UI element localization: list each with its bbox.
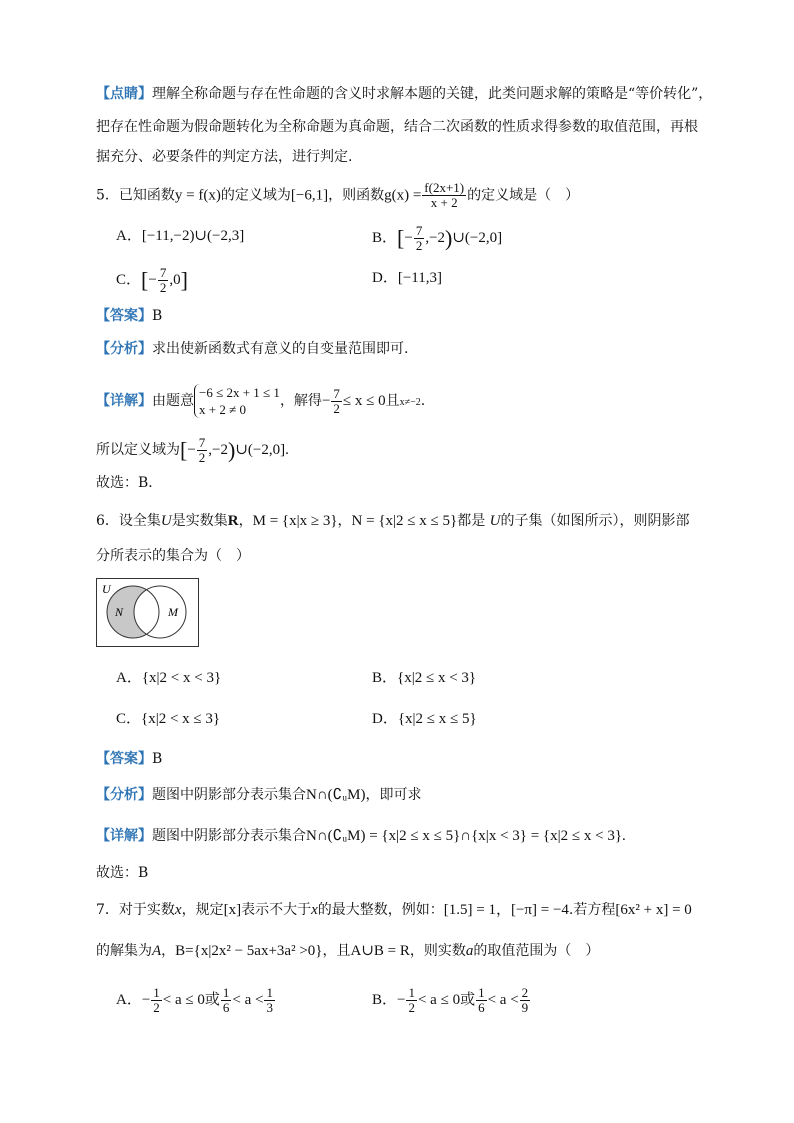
- q5-answer: [96, 306, 162, 326]
- q5-g-num: f(2x+1): [424, 180, 465, 195]
- q7-stem-e: .若方程: [568, 902, 616, 918]
- q6-option-c[interactable]: C．{x|2 < x ≤ 3}: [116, 711, 221, 727]
- q6-option-d[interactable]: D．{x|2 ≤ x ≤ 5}: [372, 711, 477, 727]
- q7-option-b-label: B．−: [372, 991, 406, 1008]
- q5-option-c-tail: ,0: [169, 271, 181, 288]
- q7-option-a-label: A．−: [116, 991, 151, 1008]
- q7-option-a-mid: < a ≤ 0或: [162, 991, 220, 1008]
- q6-M-def: M = {x|x ≥ 3}: [252, 513, 338, 529]
- q5-stem-a: 5．已知函数: [96, 187, 175, 204]
- q6-answer-label: 【答案】: [96, 751, 152, 767]
- q6-answer: [96, 749, 162, 769]
- q7-option-a-den2: 6: [222, 1000, 230, 1015]
- q7-stem-c: 表示不大于: [241, 902, 312, 918]
- q5-option-c-den: 2: [159, 280, 167, 295]
- q6-stem-c: 都是: [457, 513, 486, 529]
- q5-stem-d: 的定义域是（ ）: [467, 187, 580, 204]
- q6-xiangjie-text: 题图中阴影部分表示集合: [152, 828, 306, 844]
- dianjing-line-3: 据充分、必要条件的判定方法，进行判定.: [96, 149, 353, 165]
- q6-stem-a: 6．设全集: [96, 513, 161, 529]
- dianjing-label: 【点睛】: [96, 86, 152, 102]
- q7-option-a-num3: 1: [266, 985, 273, 1000]
- q5-option-b-neg: −: [404, 229, 413, 246]
- q5-result-num: 7: [198, 435, 206, 450]
- q5-option-b-num: 7: [415, 223, 423, 238]
- q5-y-eq: y = f(x): [174, 187, 221, 204]
- q5-system-2: x + 2 ≠ 0: [199, 402, 246, 417]
- dianjing-text-1: 理解全称命题与存在性命题的含义时求解本题的关键，此类问题求解的策略是“等价转化”，: [152, 86, 713, 102]
- q6-fenxi: [96, 785, 421, 805]
- q6-U: U: [160, 513, 172, 529]
- q5-option-c-neg: −: [148, 271, 157, 288]
- q6-xiangjie: [96, 826, 626, 846]
- q7-eq: [6x² + x] = 0: [615, 902, 692, 918]
- q6-option-b[interactable]: B．{x|2 ≤ x < 3}: [372, 670, 477, 686]
- q5-option-c[interactable]: C．[− $\frac{7}{2}$ ,0]: [116, 265, 188, 295]
- q7-union: A∪B = R: [350, 943, 410, 959]
- q7-option-b-frac1: [406, 986, 417, 1015]
- q7-bracket-x: [x]: [223, 902, 242, 918]
- venn-label-N: N: [115, 605, 124, 619]
- q5-xiangjie-frac: [331, 387, 342, 416]
- q7-stem-f: 的解集为: [96, 943, 152, 959]
- q7-option-b-num2: 1: [478, 985, 485, 1000]
- q7-stem-b: ，规定: [181, 902, 224, 918]
- q7-option-a-frac3: [264, 986, 275, 1015]
- q6-R: R: [227, 513, 239, 529]
- q6-stem-d: 的子集（如图所示），则阴影部: [500, 513, 690, 529]
- q7-option-b-num3: 2: [521, 985, 529, 1000]
- q7-option-a-num1: 1: [153, 985, 160, 1000]
- q5-option-c-num: 7: [159, 265, 167, 280]
- venn-label-M: M: [168, 605, 178, 619]
- q7-option-b-frac3: [520, 986, 531, 1015]
- q7-option-b-den1: 2: [408, 1000, 415, 1015]
- q7-stem-a: 7．对于实数: [96, 902, 175, 918]
- q5-answer-value: B: [152, 308, 163, 324]
- q5-xiangjie-end: .: [420, 393, 426, 409]
- q7-option-a-den1: 2: [153, 1000, 160, 1015]
- q5-xiangjie-qie: 且: [385, 393, 400, 409]
- q7-option-b[interactable]: [372, 986, 531, 1015]
- q5-system-1: −6 ≤ 2x + 1 ≤ 1: [199, 385, 280, 400]
- q5-xiangjie-ineq: ≤ x ≤ 0: [342, 393, 386, 409]
- q5-option-b-den: 2: [415, 238, 423, 253]
- q7-stem-h: ，且: [322, 943, 351, 959]
- q6-option-a[interactable]: A．{x|2 < x < 3}: [116, 670, 222, 686]
- q6-N-def: N = {x|2 ≤ x ≤ 5}: [351, 513, 458, 529]
- q6-xiangjie-expr: N∩(∁ᵤM) = {x|2 ≤ x ≤ 5}∩{x|x < 3} = {x|2 ≤ x < 3}.: [306, 828, 626, 844]
- q5-option-a[interactable]: A．[−11,−2)∪(−2,3]: [116, 228, 245, 244]
- q5-xiangjie-mid: ，解得: [279, 393, 322, 409]
- q7-option-b-den3: 9: [521, 1000, 529, 1015]
- q7-x: x: [174, 902, 182, 918]
- q7-option-a-den3: 3: [266, 1000, 273, 1015]
- q7-option-a-mid2: < a <: [232, 991, 264, 1008]
- q7-option-a-num2: 1: [222, 985, 230, 1000]
- q5-option-b-post: ∪(−2,0]: [452, 229, 503, 246]
- q7-stem-line-1: [96, 900, 692, 920]
- q7-option-b-num1: 1: [408, 985, 415, 1000]
- q7-option-b-mid2: < a <: [487, 991, 519, 1008]
- dianjing-line-1: [96, 84, 712, 104]
- venn-diagram: [96, 578, 200, 648]
- venn-label-U: U: [102, 582, 111, 596]
- q5-stem-b: 的定义域为: [220, 187, 291, 204]
- q5-xiangjie-pre: 由题意: [152, 393, 194, 409]
- q5-option-b-label: B．: [372, 229, 398, 246]
- q5-option-b[interactable]: B．[− $\frac{7}{2}$ ,−2)∪(−2,0]: [372, 223, 503, 253]
- q5-domain-f: [−6,1]: [290, 187, 329, 204]
- q5-xiangjie: [96, 384, 425, 418]
- q5-xiangjie-neg: −: [321, 393, 331, 409]
- q6-fenxi-tail: ，即可求: [365, 787, 422, 803]
- q5-xiangjie-den: 2: [333, 400, 340, 416]
- q6-stem-line-2: 分所表示的集合为（ ）: [96, 548, 250, 564]
- q7-option-b-frac2: [476, 986, 487, 1015]
- q6-fenxi-expr: N∩(∁ᵤM): [306, 787, 366, 803]
- q6-fenxi-label: 【分析】: [96, 787, 152, 803]
- q6-xiangjie-label: 【详解】: [96, 828, 152, 844]
- q5-result-frac: [197, 436, 208, 465]
- q5-option-b-frac: [414, 224, 425, 253]
- q7-stem-i: ，则实数: [409, 943, 466, 959]
- q5-xiangjie-label: 【详解】: [96, 393, 152, 409]
- q7-examples: [1.5] = 1，[−π] = −4: [443, 902, 569, 918]
- q5-result-tail: ,−2: [208, 441, 229, 458]
- q6-answer-value: B: [152, 751, 163, 767]
- q5-option-b-tail: ,−2: [425, 229, 446, 246]
- dianjing-line-2: 把存在性命题为假命题转化为全称命题为真命题，结合二次函数的性质求得参数的取值范围，再根: [96, 119, 698, 135]
- q5-stem: [96, 181, 579, 210]
- q6-guxuan: 故选：B: [96, 865, 149, 881]
- q5-option-c-frac: [158, 266, 169, 295]
- q7-option-a-frac2: [221, 986, 232, 1015]
- q6-stem-line-1: 6．设全集U是实数集R，M = {x|x ≥ 3}，N = {x|2 ≤ x ≤ 5}都是 U的子集（如图所示），则阴影部: [96, 513, 690, 529]
- q7-option-a-frac1: [151, 986, 162, 1015]
- q5-system: [194, 384, 280, 418]
- q5-result-den: 2: [198, 450, 206, 465]
- q7-stem-g: ，: [161, 943, 176, 959]
- q5-g-lhs: g(x) =: [384, 187, 422, 204]
- q6-stem-b: 是实数集: [171, 513, 228, 529]
- q5-xiangjie-num: 7: [333, 385, 340, 401]
- q6-U-2: U: [489, 513, 501, 529]
- q5-fenxi-text: 求出使新函数式有意义的自变量范围即可.: [152, 341, 409, 357]
- q7-B-def: B={x|2x² − 5ax+3a² >0}: [175, 943, 323, 959]
- q5-result-post: ∪(−2,0].: [235, 441, 289, 458]
- q5-g-den: x + 2: [430, 195, 458, 210]
- q7-stem-d: 的最大整数，例如：: [317, 902, 444, 918]
- q5-g-frac: [422, 181, 466, 210]
- q5-option-d[interactable]: D．[−11,3]: [372, 270, 442, 286]
- q7-option-b-den2: 6: [478, 1000, 485, 1015]
- q5-result: 所以定义域为[− $\frac{7}{2}$ ,−2)∪(−2,0].: [96, 435, 289, 465]
- q7-option-b-mid: < a ≤ 0或: [417, 991, 476, 1008]
- q6-fenxi-text: 题图中阴影部分表示集合: [152, 787, 306, 803]
- q5-xiangjie-neq: x≠−2: [399, 397, 421, 408]
- q5-guxuan: 故选：B．: [96, 475, 163, 491]
- q7-a: a: [465, 943, 474, 959]
- q5-answer-label: 【答案】: [96, 308, 152, 324]
- q5-result-pre: 所以定义域为: [96, 441, 180, 458]
- q7-A: A: [152, 943, 162, 959]
- q5-result-neg: −: [187, 441, 196, 458]
- q7-stem-j: 的取值范围为（ ）: [473, 943, 600, 959]
- q5-option-c-label: C．: [116, 271, 142, 288]
- q5-fenxi: [96, 339, 408, 359]
- q5-stem-c: ，则函数: [328, 187, 385, 204]
- q7-option-a[interactable]: [116, 986, 276, 1015]
- q7-x-2: x: [311, 902, 318, 918]
- q5-fenxi-label: 【分析】: [96, 341, 152, 357]
- q7-stem-line-2: [96, 941, 599, 961]
